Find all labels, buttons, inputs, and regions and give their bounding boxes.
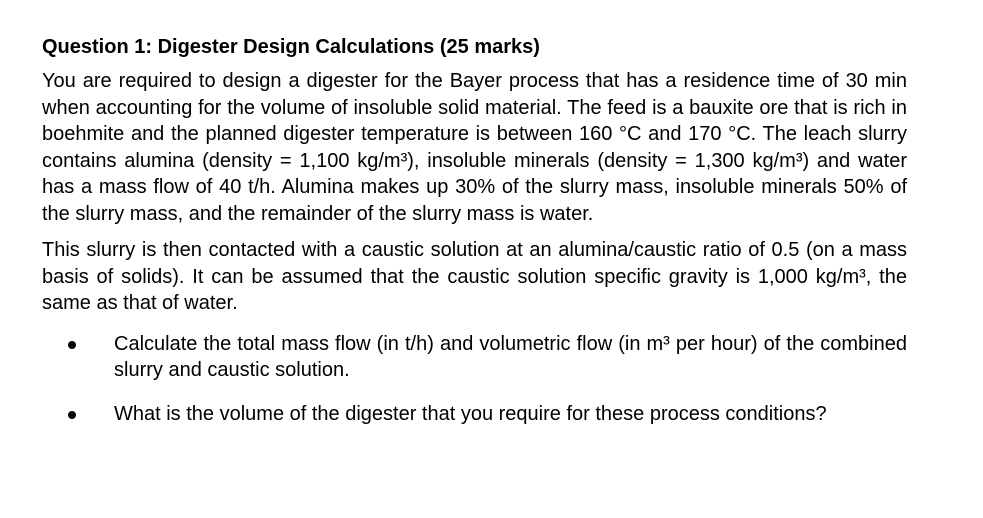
question-document (42, 34, 907, 444)
task-item (42, 401, 907, 428)
question-paragraph-1: You are required to design a digester for the Bayer process that has a residence time of 30 min when accounting for the volume of insoluble solid material. The feed is a bauxite ore that is rich in boehmite and the planned digester temperature is between 160 °C and 170 °C. The leach slurry contains alumina (density = 1,100 kg/m³), insoluble minerals (density = 1,300 kg/m³) and water has a mass flow of 40 t/h. Alumina makes up 30% of the slurry mass, insoluble minerals 50% of the slurry mass, and the remainder of the slurry mass is water. (42, 70, 907, 225)
question-heading: Question 1: Digester Design Calculations (25 marks) (42, 36, 540, 58)
task-item (42, 331, 907, 384)
task-text: Calculate the total mass flow (in t/h) and volumetric flow (in m³ per hour) of the combined slurry and caustic solution. (114, 332, 907, 381)
task-text: What is the volume of the digester that you require for these process conditions? (114, 402, 827, 425)
question-paragraph-2: This slurry is then contacted with a caustic solution at an alumina/caustic ratio of 0.5 (on a mass basis of solids). It can be assumed that the caustic solution specific gravity is 1,000 kg/m³, the same as that of water. (42, 239, 907, 314)
task-list (42, 331, 907, 428)
bullet-icon (68, 411, 76, 419)
bullet-icon (68, 341, 76, 349)
